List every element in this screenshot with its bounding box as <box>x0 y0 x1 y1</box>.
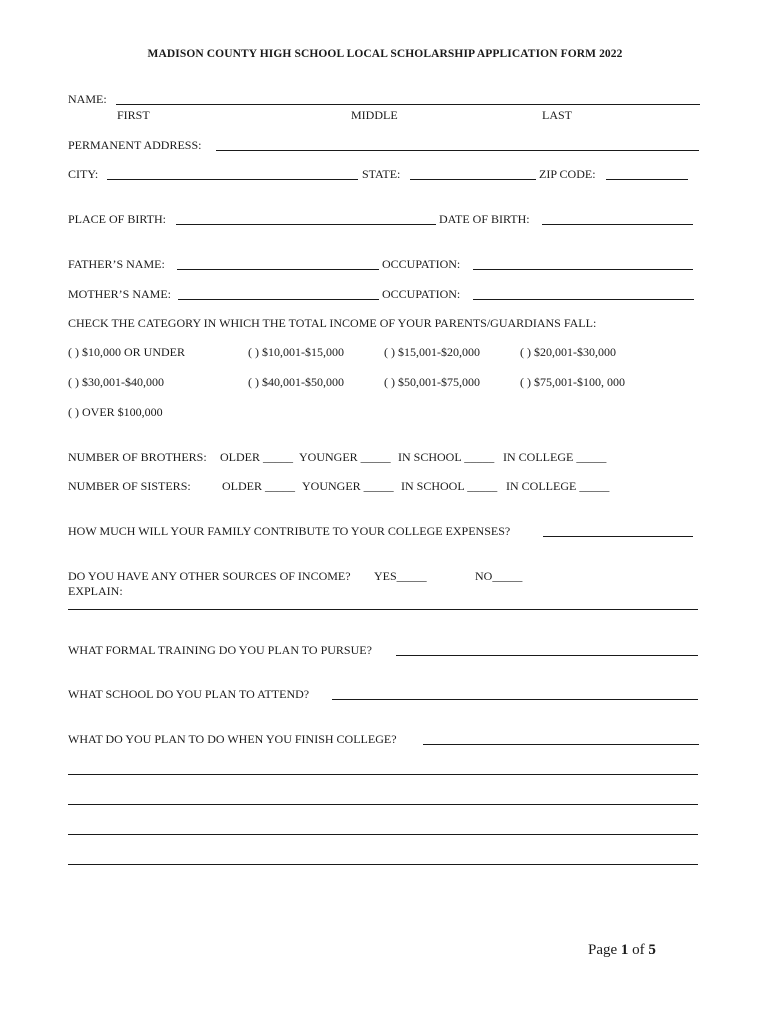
father-occupation-line[interactable] <box>473 269 693 270</box>
explain-line[interactable] <box>68 609 698 610</box>
income-option[interactable]: ( ) $10,001-$15,000 <box>248 345 344 359</box>
brothers-label: NUMBER OF BROTHERS: <box>68 450 207 464</box>
other-income-yes[interactable]: YES_____ <box>374 569 427 583</box>
brothers-in-school[interactable]: IN SCHOOL _____ <box>398 450 495 464</box>
page-of: of <box>632 942 645 958</box>
income-option[interactable]: ( ) $15,001-$20,000 <box>384 345 480 359</box>
answer-line[interactable] <box>68 804 698 805</box>
mother-occupation-label: OCCUPATION: <box>382 287 461 301</box>
income-option[interactable]: ( ) $75,001-$100, 000 <box>520 375 625 389</box>
mother-name-line[interactable] <box>178 299 379 300</box>
state-line[interactable] <box>410 179 536 180</box>
father-name-label: FATHER’S NAME: <box>68 257 165 271</box>
sisters-in-college[interactable]: IN COLLEGE _____ <box>506 479 610 493</box>
page-prefix: Page <box>588 942 618 958</box>
answer-line[interactable] <box>68 864 698 865</box>
sisters-label: NUMBER OF SISTERS: <box>68 479 191 493</box>
brothers-older[interactable]: OLDER _____ <box>220 450 293 464</box>
other-income-question: DO YOU HAVE ANY OTHER SOURCES OF INCOME? <box>68 569 351 583</box>
date-of-birth-label: DATE OF BIRTH: <box>439 212 530 226</box>
brothers-younger[interactable]: YOUNGER _____ <box>299 450 391 464</box>
income-option[interactable]: ( ) $20,001-$30,000 <box>520 345 616 359</box>
address-line[interactable] <box>216 150 699 151</box>
last-caption: LAST <box>542 108 572 122</box>
brothers-in-college[interactable]: IN COLLEGE _____ <box>503 450 607 464</box>
income-option[interactable]: ( ) $50,001-$75,000 <box>384 375 480 389</box>
father-occupation-label: OCCUPATION: <box>382 257 461 271</box>
answer-line[interactable] <box>68 774 698 775</box>
after-college-line[interactable] <box>423 744 699 745</box>
training-line[interactable] <box>396 655 698 656</box>
after-college-question: WHAT DO YOU PLAN TO DO WHEN YOU FINISH COLLEGE? <box>68 732 397 746</box>
date-of-birth-line[interactable] <box>542 224 693 225</box>
income-option[interactable]: ( ) $30,001-$40,000 <box>68 375 164 389</box>
contribution-line[interactable] <box>543 536 693 537</box>
form-title: MADISON COUNTY HIGH SCHOOL LOCAL SCHOLARSHIP APPLICATION FORM 2022 <box>147 48 623 60</box>
address-label: PERMANENT ADDRESS: <box>68 138 202 152</box>
sisters-older[interactable]: OLDER _____ <box>222 479 295 493</box>
answer-line[interactable] <box>68 834 698 835</box>
income-option[interactable]: ( ) $10,000 OR UNDER <box>68 345 185 359</box>
page-number <box>588 943 656 957</box>
page-current: 1 <box>620 942 629 958</box>
training-question: WHAT FORMAL TRAINING DO YOU PLAN TO PURSUE? <box>68 643 372 657</box>
school-question: WHAT SCHOOL DO YOU PLAN TO ATTEND? <box>68 687 310 701</box>
place-of-birth-label: PLACE OF BIRTH: <box>68 212 166 226</box>
zip-label: ZIP CODE: <box>539 167 596 181</box>
income-option[interactable]: ( ) $40,001-$50,000 <box>248 375 344 389</box>
explain-label: EXPLAIN: <box>68 584 123 598</box>
sisters-younger[interactable]: YOUNGER _____ <box>302 479 394 493</box>
first-caption: FIRST <box>117 108 150 122</box>
income-question: CHECK THE CATEGORY IN WHICH THE TOTAL INCOME OF YOUR PARENTS/GUARDIANS FALL: <box>68 316 597 330</box>
middle-caption: MIDDLE <box>351 108 398 122</box>
city-label: CITY: <box>68 167 99 181</box>
other-income-no[interactable]: NO_____ <box>475 569 523 583</box>
father-name-line[interactable] <box>177 269 379 270</box>
state-label: STATE: <box>362 167 401 181</box>
name-line[interactable] <box>116 104 700 105</box>
mother-name-label: MOTHER’S NAME: <box>68 287 172 301</box>
contribution-question: HOW MUCH WILL YOUR FAMILY CONTRIBUTE TO YOUR COLLEGE EXPENSES? <box>68 524 511 538</box>
place-of-birth-line[interactable] <box>176 224 436 225</box>
name-label: NAME: <box>68 92 107 106</box>
sisters-in-school[interactable]: IN SCHOOL _____ <box>401 479 498 493</box>
city-line[interactable] <box>107 179 358 180</box>
income-option[interactable]: ( ) OVER $100,000 <box>68 405 163 419</box>
page-total: 5 <box>648 942 656 958</box>
school-line[interactable] <box>332 699 698 700</box>
zip-line[interactable] <box>606 179 688 180</box>
mother-occupation-line[interactable] <box>473 299 694 300</box>
